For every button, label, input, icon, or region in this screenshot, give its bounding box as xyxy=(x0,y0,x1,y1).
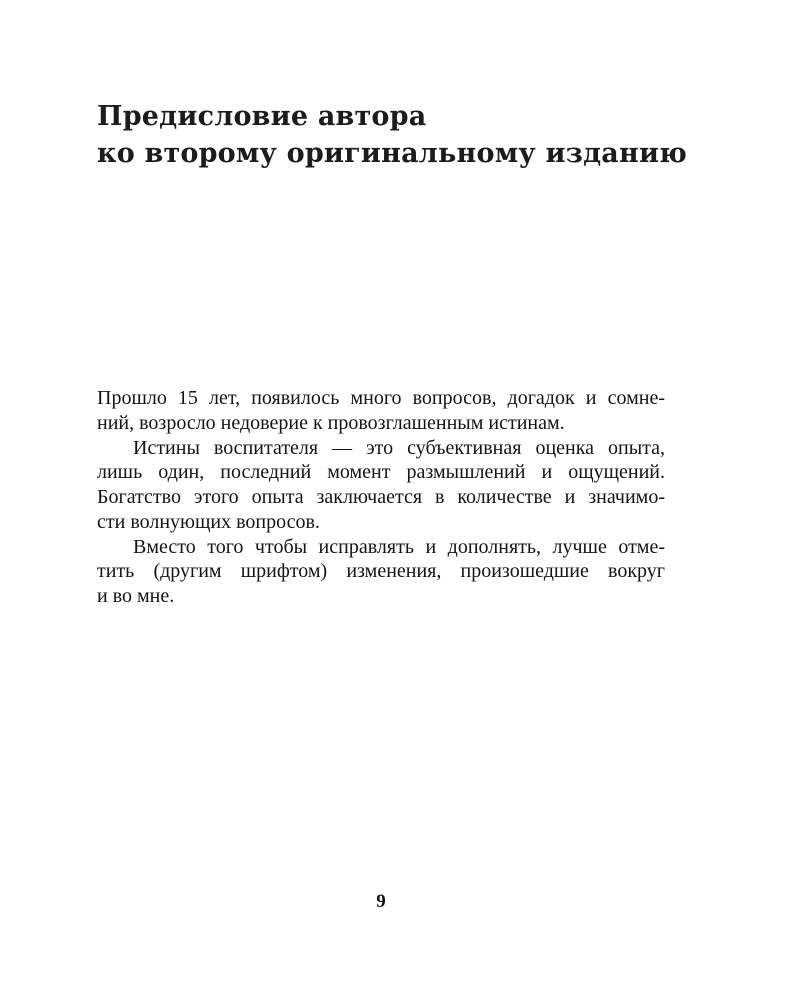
paragraph xyxy=(97,436,665,535)
page-title-line-1: Предисловие автора xyxy=(97,101,427,132)
body-line: лишь один, последний момент размышлений и ощущений. xyxy=(97,461,665,484)
page-number: 9 xyxy=(376,891,386,912)
page-title xyxy=(97,98,717,172)
body-line: тить (другим шрифтом) изменения, произошедшие вокруг xyxy=(97,560,665,583)
body-line: Истины воспитателя — это субъективная оценка опыта, xyxy=(133,436,665,459)
body-line: Богатство этого опыта заключается в количестве и значимо- xyxy=(97,486,665,508)
paragraph xyxy=(97,386,665,436)
page-title-line-2: ко второму оригинальному изданию xyxy=(97,138,688,169)
body-line: Вместо того чтобы исправлять и дополнять, лучше отме- xyxy=(133,535,665,558)
body-line: и во мне. xyxy=(97,585,175,607)
body-text xyxy=(97,386,665,609)
body-line: ний, возросло недоверие к провозглашенным истинам. xyxy=(97,411,565,434)
body-line: сти волнующих вопросов. xyxy=(97,510,320,533)
body-line: Прошло 15 лет, появилось много вопросов, догадок и сомне- xyxy=(97,387,665,409)
paragraph xyxy=(97,535,665,609)
